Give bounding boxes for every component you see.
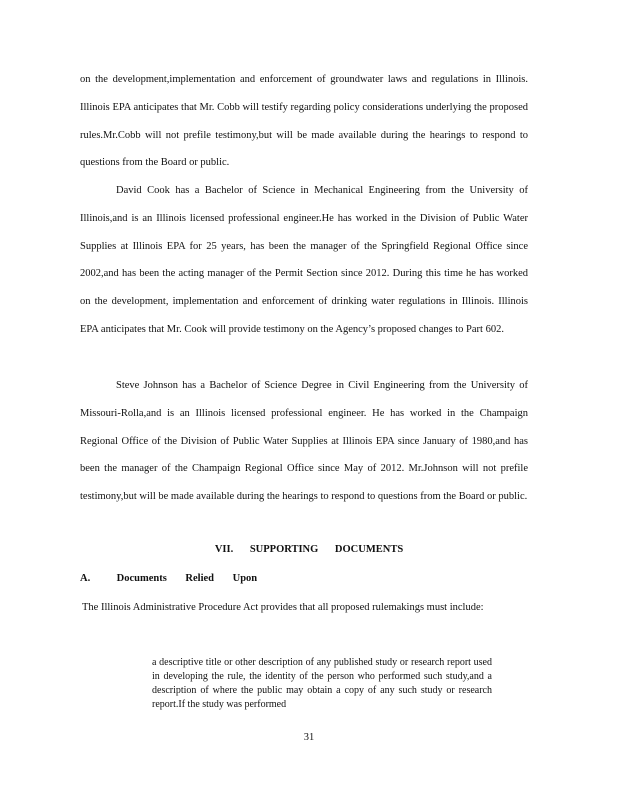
section-heading: VII. SUPPORTING DOCUMENTS xyxy=(214,544,404,555)
body-paragraph: David Cook has a Bachelor of Science in Mechanical Engineering from the University of Illinois,and is an Illinois licensed professional engineer.He has worked in the Division of Public Water Supplies at Illinois EPA for 25 years, has been the manager of the Springfield Regional Office since 2002,and has been the acting manager of the Permit Section since 2012. During this time he has worked on the development, implementation and enforcement of drinking water regulations in Illinois. Illinois EPA anticipates that Mr. Cook will provide testimony on the Agency’s proposed changes to Part 602. xyxy=(80,185,528,335)
subsection-heading xyxy=(80,567,257,591)
body-paragraph: The Illinois Administrative Procedure Act provides that all proposed rulemakings must include: xyxy=(82,602,484,613)
page-number: 31 xyxy=(303,732,315,743)
subsection-label: A. xyxy=(80,573,91,584)
body-paragraph: Steve Johnson has a Bachelor of Science Degree in Civil Engineering from the University of Missouri-Rolla,and is an Illinois licensed professional engineer. He has worked in the Champaign Regional Office of the Division of Public Water Supplies at Illinois EPA since January of 1980,and has been the manager of the Champaign Regional Office since May of 2012. Mr.Johnson will not prefile testimony,but will be made available during the hearings to respond to questions from the Board or public. xyxy=(80,380,528,503)
body-paragraph: on the development,implementation and enforcement of groundwater laws and regulations in Illinois. Illinois EPA anticipates that Mr. Cobb will testify regarding policy considerations underlying the proposed rules.Mr.Cobb will not prefile testimony,but will be made available during the hearings to respond to questions from the Board or public. xyxy=(80,74,528,169)
block-quote: a descriptive title or other description of any published study or research report used in developing the rule, the identity of the person who performed such study,and a description of where the public may obtain a copy of any such study or research report.If the study was performed xyxy=(152,657,492,710)
subsection-title: Documents Relied Upon xyxy=(116,573,258,584)
